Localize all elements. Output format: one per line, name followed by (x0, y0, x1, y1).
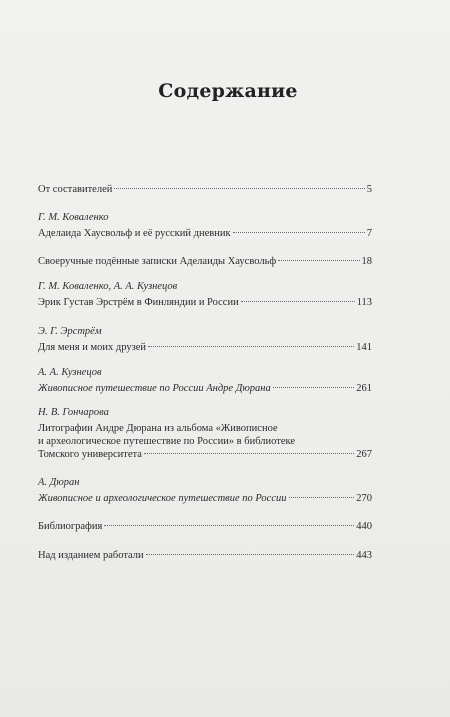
toc-line (38, 227, 372, 240)
toc-line (38, 255, 372, 268)
toc-entry-title: Над изданием работали (38, 550, 144, 561)
page-title: Содержание (158, 80, 298, 102)
toc-entry (38, 211, 372, 240)
toc-line (38, 183, 372, 196)
toc-page-number: 141 (356, 342, 372, 353)
dot-leader (146, 554, 355, 555)
dot-leader (114, 188, 364, 189)
dot-leader (289, 497, 355, 498)
toc-entry-title: Эрик Густав Эрстрём в Финляндии и России (38, 297, 239, 308)
toc-page-number: 113 (356, 297, 372, 308)
toc-line (38, 492, 372, 505)
toc-entry (38, 183, 372, 196)
toc-entry-author: А. А. Кузнецов (38, 367, 102, 378)
toc-line (38, 520, 372, 533)
toc-entry (38, 520, 372, 533)
toc-entry (38, 255, 372, 268)
toc-entry-author: Н. В. Гончарова (38, 407, 109, 418)
toc-page-number: 443 (356, 550, 372, 561)
toc-entry-title: Живописное и археологическое путешествие по России (38, 493, 287, 504)
toc-page-number: 5 (366, 184, 372, 195)
toc-line (38, 296, 372, 309)
toc-page-number: 261 (356, 383, 372, 394)
dot-leader (233, 232, 365, 233)
toc-entry (38, 366, 372, 395)
dot-leader (278, 260, 359, 261)
toc-entry-title: Аделаида Хаусвольф и её русский дневник (38, 228, 231, 239)
toc-entry (38, 280, 372, 309)
toc-entry-title: Библиография (38, 521, 103, 532)
toc-entry (38, 406, 372, 461)
toc-entry-title: Своеручные подённые записки Аделаиды Хаусвольф (38, 256, 277, 267)
toc-entry (38, 325, 372, 354)
toc-entry-title: Томского университета (38, 449, 142, 460)
dot-leader (273, 387, 355, 388)
toc-entry-author: А. Дюран (38, 477, 80, 488)
toc-page-number: 270 (356, 493, 372, 504)
toc-entry-author: Э. Г. Эрстрём (38, 326, 102, 337)
toc-entry-title: Для меня и моих друзей (38, 342, 146, 353)
toc-page-number: 440 (356, 521, 372, 532)
toc-page-number: 18 (361, 256, 372, 267)
toc-entry-author: Г. М. Коваленко (38, 212, 109, 223)
toc-entry-title: Живописное путешествие по России Андре Дюрана (38, 383, 271, 394)
toc-title-line: Литографии Андре Дюрана из альбома «Живописное (38, 423, 278, 434)
toc-entry (38, 549, 372, 562)
dot-leader (104, 525, 354, 526)
toc-line (38, 341, 372, 354)
toc-line (38, 448, 372, 461)
toc-page-number: 7 (366, 228, 372, 239)
toc-entry (38, 476, 372, 505)
dot-leader (148, 346, 354, 347)
dot-leader (144, 453, 354, 454)
toc-entry-author: Г. М. Коваленко, А. А. Кузнецов (38, 281, 178, 292)
toc-page-number: 267 (356, 449, 372, 460)
toc-line (38, 382, 372, 395)
toc-entry-title: От составителей (38, 184, 113, 195)
dot-leader (241, 301, 355, 302)
toc-title-line: и археологическое путешествие по России» в библиотеке (38, 436, 296, 447)
toc-line (38, 549, 372, 562)
